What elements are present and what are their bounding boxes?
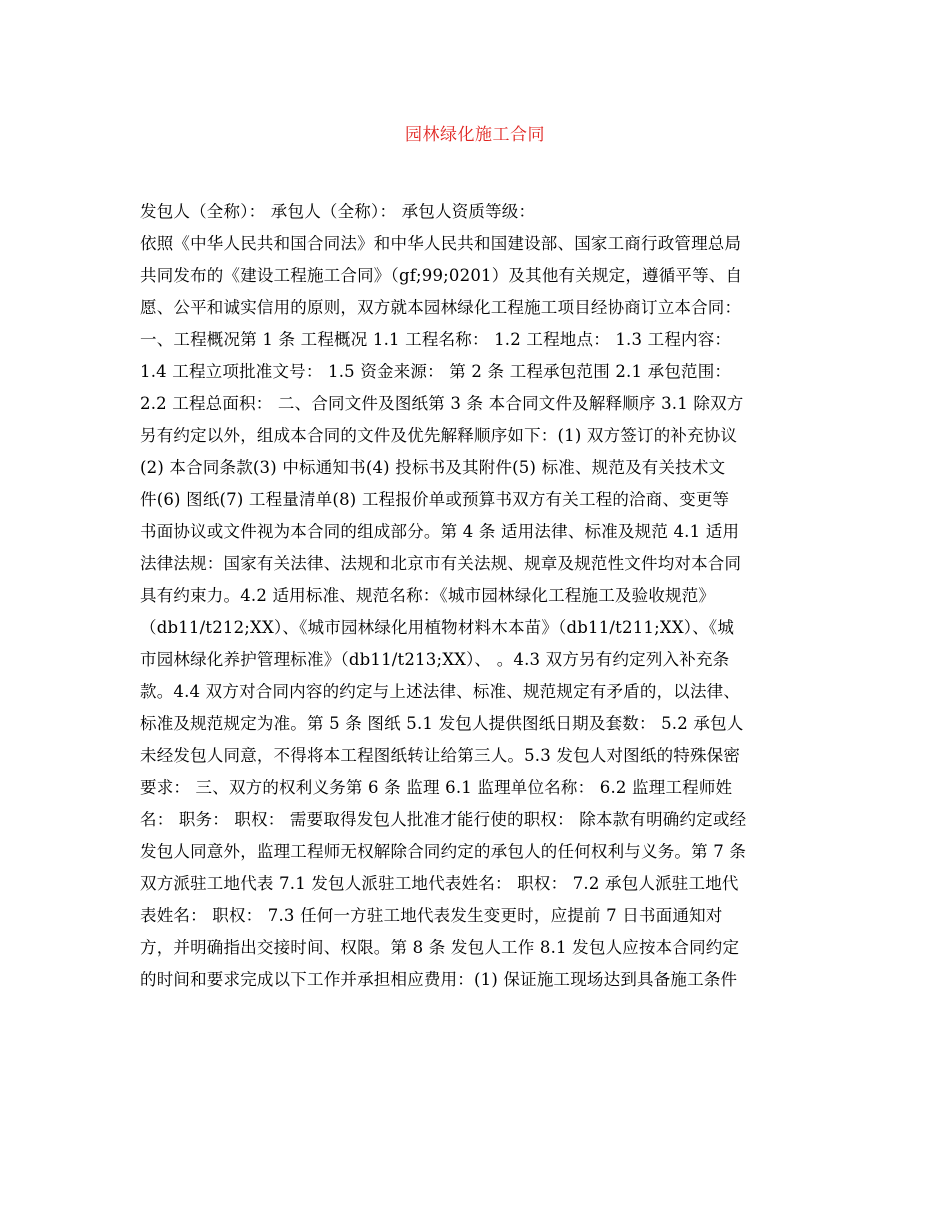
body-line: 依照《中华人民共和国合同法》和中华人民共和国建设部、国家工商行政管理总局 (140, 234, 742, 253)
body-line: 市园林绿化养护管理标准》（db11/t213;XX）、 。4.3 双方另有约定列入补充条 (140, 650, 730, 669)
body-line: 发包人（全称）： 承包人（全称）： 承包人资质等级： (140, 202, 536, 221)
body-line: 另有约定以外，组成本合同的文件及优先解释顺序如下：(1) 双方签订的补充协议 (140, 426, 738, 445)
body-line: (2) 本合同条款(3) 中标通知书(4) 投标书及其附件(5) 标准、规范及有关技术文 (140, 458, 726, 477)
document-body (140, 196, 820, 996)
body-line: 发包人同意外，监理工程师无权解除合同约定的承包人的任何权利与义务。第 7 条 (140, 842, 747, 861)
body-line: 双方派驻工地代表 7.1 发包人派驻工地代表姓名： 职权： 7.2 承包人派驻工地代 (140, 874, 739, 893)
body-line: 的时间和要求完成以下工作并承担相应费用：(1) 保证施工现场达到具备施工条件 (140, 970, 738, 989)
body-line: 书面协议或文件视为本合同的组成部分。第 4 条 适用法律、标准及规范 4.1 适用 (140, 522, 740, 541)
body-line: 法律法规：国家有关法律、法规和北京市有关法规、规章及规范性文件均对本合同 (140, 554, 742, 573)
body-line: 2.2 工程总面积： 二、合同文件及图纸第 3 条 本合同文件及解释顺序 3.1 除双方 (140, 394, 744, 413)
document-title: 园林绿化施工合同 (405, 125, 545, 145)
body-line: 款。4.4 双方对合同内容的约定与上述法律、标准、规范规定有矛盾的，以法律、 (140, 682, 741, 701)
body-line: 名： 职务： 职权： 需要取得发包人批准才能行使的职权： 除本款有明确约定或经 (140, 810, 747, 829)
body-line: 方，并明确指出交接时间、权限。第 8 条 发包人工作 8.1 发包人应按本合同约定 (140, 938, 740, 957)
body-line: 具有约束力。4.2 适用标准、规范名称：《城市园林绿化工程施工及验收规范》 (140, 586, 716, 605)
body-line: 1.4 工程立项批准文号： 1.5 资金来源： 第 2 条 工程承包范围 2.1 承包范围： (140, 362, 732, 381)
body-line: 一、工程概况第 1 条 工程概况 1.1 工程名称： 1.2 工程地点： 1.3 工程内容： (140, 330, 732, 349)
body-line: 表姓名： 职权： 7.3 任何一方驻工地代表发生变更时，应提前 7 日书面通知对 (140, 906, 723, 925)
body-line: 共同发布的《建设工程施工合同》（gf;99;0201）及其他有关规定，遵循平等、自 (140, 266, 743, 285)
body-line: 未经发包人同意，不得将本工程图纸转让给第三人。5.3 发包人对图纸的特殊保密 (140, 746, 741, 765)
body-line: （db11/t212;XX）、《城市园林绿化用植物材料木本苗》（db11/t211;XX）、《城 (140, 618, 735, 637)
body-line: 愿、公平和诚实信用的原则，双方就本园林绿化工程施工项目经协商订立本合同： (140, 298, 742, 317)
body-line: 要求： 三、双方的权利义务第 6 条 监理 6.1 监理单位名称： 6.2 监理工程师姓 (140, 778, 733, 797)
body-line: 件(6) 图纸(7) 工程量清单(8) 工程报价单或预算书双方有关工程的洽商、变更等 (140, 490, 730, 509)
body-line: 标准及规范规定为准。第 5 条 图纸 5.1 发包人提供图纸日期及套数： 5.2 承包人 (140, 714, 744, 733)
